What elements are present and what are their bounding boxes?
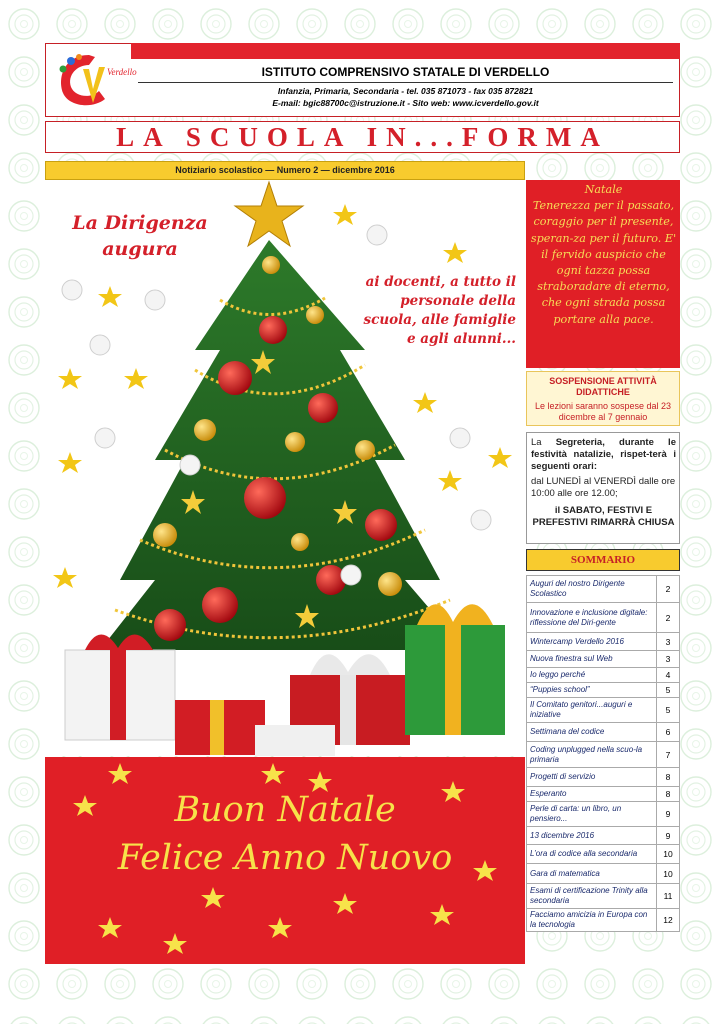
summary-item-page: 12 — [657, 909, 680, 932]
natale-poem — [530, 182, 677, 328]
office-intro-prefix: La — [531, 437, 556, 448]
natale-poem-title: Natale — [584, 183, 623, 196]
school-logo — [49, 47, 137, 113]
summary-row[interactable] — [527, 651, 680, 668]
christmas-tree-illustration — [45, 180, 525, 756]
summary-item-title[interactable]: Esperanto — [527, 787, 657, 802]
summary-row[interactable] — [527, 723, 680, 742]
xmas-line-2: Felice Anno Nuovo — [117, 838, 453, 878]
newsletter-title: LA SCUOLA IN...FORMA — [116, 122, 609, 152]
summary-item-title[interactable]: Progetti di servizio — [527, 768, 657, 787]
summary-item-title[interactable]: Nuova finestra sul Web — [527, 651, 657, 668]
header-divider — [138, 82, 673, 83]
summary-item-title[interactable]: Innovazione e inclusione digitale: riflessione del Diri-gente — [527, 603, 657, 633]
summary-item-page: 9 — [657, 827, 680, 845]
summary-item-title[interactable]: 13 dicembre 2016 — [527, 827, 657, 845]
office-intro-bold: Segreteria, durante le festività natalizie, rispet-terà i seguenti orari: — [531, 437, 676, 472]
summary-item-page: 7 — [657, 742, 680, 768]
summary-row[interactable] — [527, 633, 680, 651]
suspension-title: SOSPENSIONE ATTIVITÀ DIDATTICHE — [549, 376, 657, 397]
summary-row[interactable] — [527, 864, 680, 884]
summary-row[interactable] — [527, 603, 680, 633]
greeting-message: ai docenti, a tutto il personale della scuola, alle famiglie e agli alunni... — [363, 274, 516, 347]
natale-poem-body: Tenerezza per il passato, coraggio per il presente, speran-za per il futuro. E' il fervido auspicio che ogni tazza possa straboradare di eterno, che ogni strada possa portare alla pace. — [530, 199, 677, 326]
summary-item-title[interactable]: Perle di carta: un libro, un pensiero... — [527, 802, 657, 827]
summary-item-title[interactable]: Auguri del nostro Dirigente Scolastico — [527, 576, 657, 603]
summary-item-title[interactable]: Facciamo amicizia in Europa con la tecnologia — [527, 909, 657, 932]
summary-item-title[interactable]: Io leggo perché — [527, 668, 657, 683]
school-email-web: E-mail: bgic88700c@istruzione.it - Sito web: www.icverdello.gov.it — [272, 98, 539, 108]
summary-item-page: 10 — [657, 845, 680, 864]
summary-item-page: 3 — [657, 651, 680, 668]
summary-item-title[interactable]: “Puppies school” — [527, 683, 657, 698]
tree-top-star — [235, 182, 303, 246]
summary-item-title[interactable]: L’ora di codice alla secondaria — [527, 845, 657, 864]
summary-item-page: 6 — [657, 723, 680, 742]
summary-item-page: 5 — [657, 698, 680, 723]
summary-table — [526, 575, 680, 932]
logo-text: Verdello — [107, 67, 137, 77]
school-name: ISTITUTO COMPRENSIVO STATALE DI VERDELLO — [261, 65, 550, 79]
summary-row[interactable] — [527, 884, 680, 909]
school-contacts: Infanzia, Primaria, Secondaria - tel. 035 871073 - fax 035 872821 — [277, 86, 534, 96]
summary-heading: SOMMARIO — [526, 549, 680, 571]
summary-item-page: 5 — [657, 683, 680, 698]
summary-item-page: 11 — [657, 884, 680, 909]
summary-item-page: 2 — [657, 576, 680, 603]
summary-row[interactable] — [527, 698, 680, 723]
summary-row[interactable] — [527, 683, 680, 698]
office-weekday-hours: dal LUNEDÌ al VENERDÌ dalle ore 10:00 alle ore 12.00; — [531, 476, 676, 499]
summary-item-title[interactable]: Gara di matematica — [527, 864, 657, 884]
suspension-text: Le lezioni saranno sospese dal 23 dicembre al 7 gennaio — [534, 401, 672, 422]
summary-row[interactable] — [527, 845, 680, 864]
summary-item-title[interactable]: Esami di certificazione Trinity alla secondaria — [527, 884, 657, 909]
summary-row[interactable] — [527, 787, 680, 802]
summary-item-page: 4 — [657, 668, 680, 683]
xmas-line-1: Buon Natale — [174, 790, 396, 830]
office-weekend-closed: il SABATO, FESTIVI E PREFESTIVI RIMARRÀ CHIUSA — [532, 505, 675, 528]
header-red-bar — [131, 43, 680, 59]
summary-row[interactable] — [527, 668, 680, 683]
summary-item-title[interactable]: Il Comitato genitori...auguri e iniziative — [527, 698, 657, 723]
summary-row[interactable] — [527, 576, 680, 603]
summary-item-title[interactable]: Settimana del codice — [527, 723, 657, 742]
summary-row[interactable] — [527, 909, 680, 932]
summary-item-page: 3 — [657, 633, 680, 651]
summary-item-title[interactable]: Coding unplugged nella scuo-la primaria — [527, 742, 657, 768]
summary-row[interactable] — [527, 742, 680, 768]
summary-item-title[interactable]: Wintercamp Verdello 2016 — [527, 633, 657, 651]
office-hours-intro — [531, 437, 676, 473]
summary-row[interactable] — [527, 768, 680, 787]
summary-item-page: 8 — [657, 768, 680, 787]
summary-row[interactable] — [527, 827, 680, 845]
greeting-title: La Dirigenza augura — [72, 212, 208, 260]
summary-item-page: 8 — [657, 787, 680, 802]
summary-item-page: 10 — [657, 864, 680, 884]
summary-item-page: 2 — [657, 603, 680, 633]
summary-item-page: 9 — [657, 802, 680, 827]
issue-info: Notiziario scolastico — Numero 2 — dicembre 2016 — [175, 165, 395, 175]
summary-row[interactable] — [527, 802, 680, 827]
